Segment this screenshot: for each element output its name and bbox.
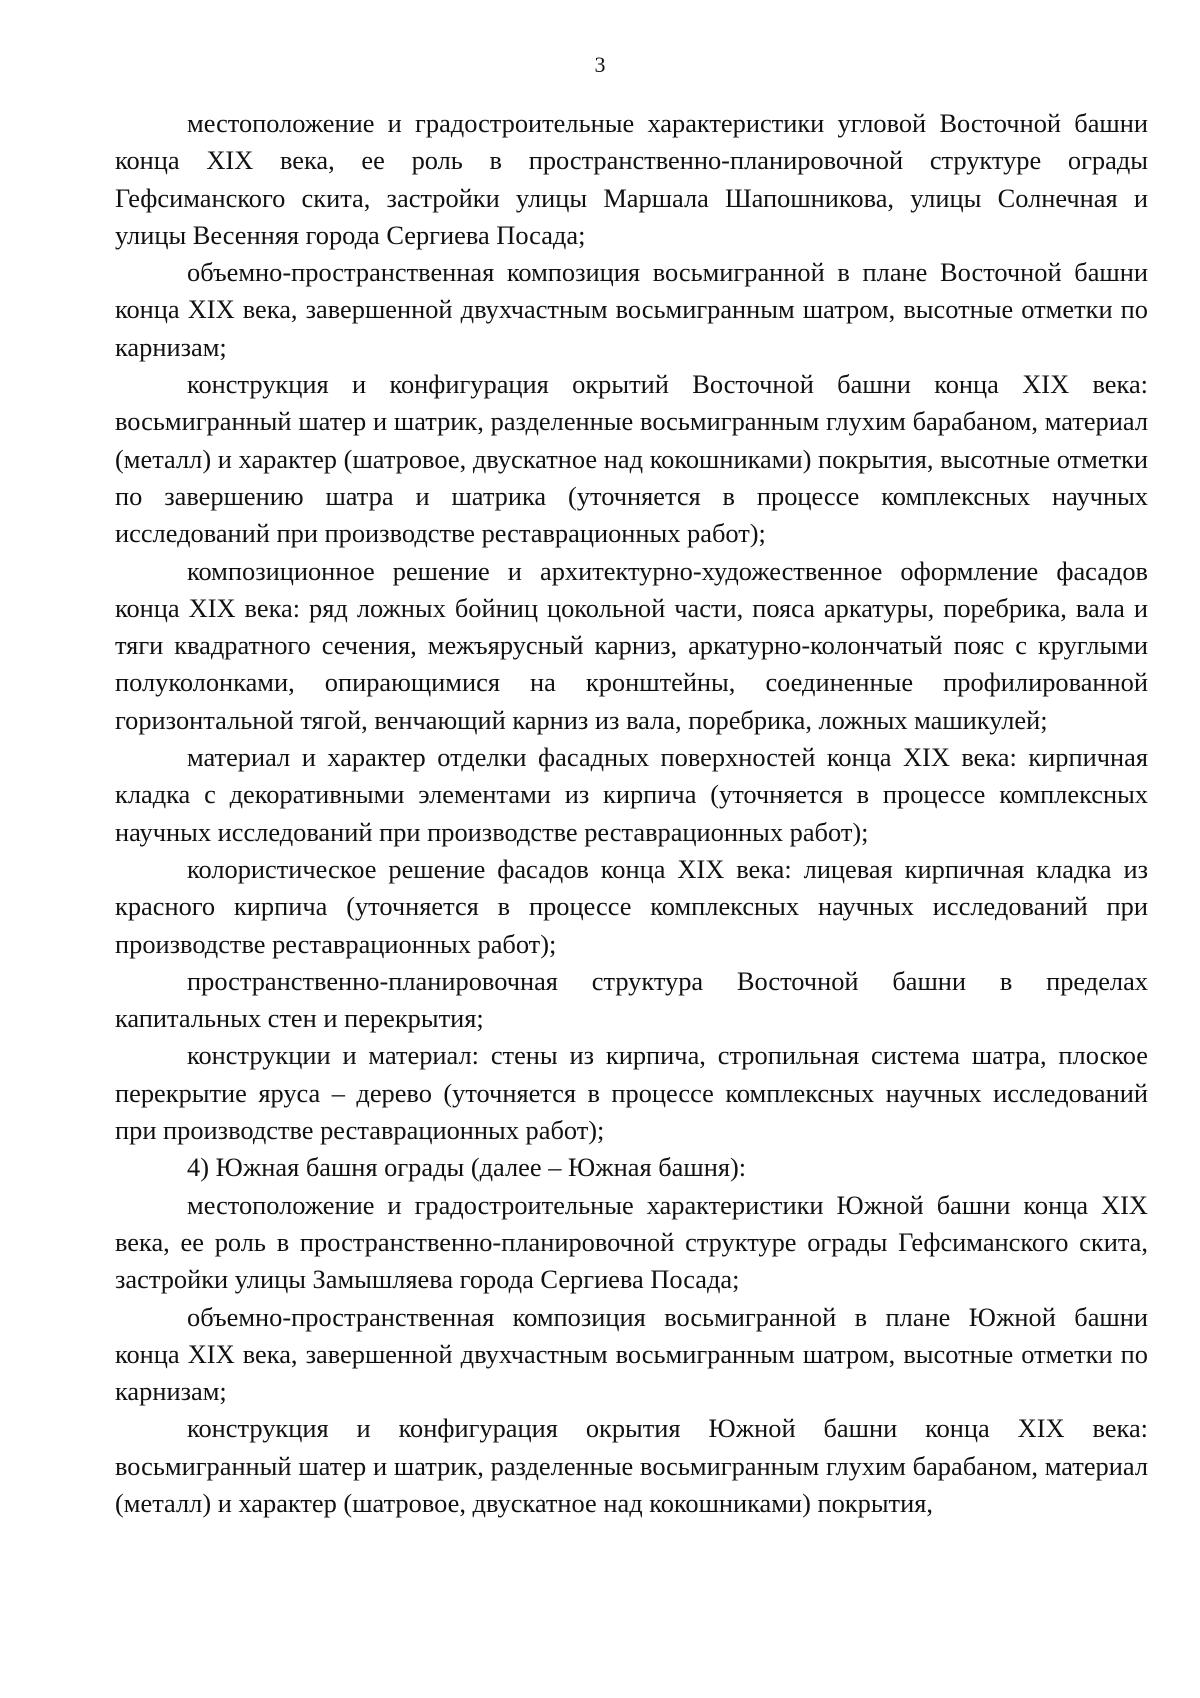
- paragraph-east-tower-finish-material: материал и характер отделки фасадных поверхностей конца XIX века: кирпичная кладка с декоративными элементами из кирпича (уточняется в процессе комплексных научных исследований при производстве реставрационных работ);: [115, 742, 1148, 847]
- paragraph-south-tower-composition: объемно-пространственная композиция восьмигранной в плане Южной башни конца XIX века, завершенной двухчастным восьмигранным шатром, высотные отметки по карнизам;: [115, 1301, 1148, 1407]
- paragraph-east-tower-planning: пространственно-планировочная структура Восточной башни в пределах капитальных стен и перекрытия;: [115, 965, 1148, 1034]
- paragraph-east-tower-coloristics: колористическое решение фасадов конца XIX века: лицевая кирпичная кладка из красного кирпича (уточняется в процессе комплексных научных исследований при производстве реставрационных работ);: [115, 853, 1148, 959]
- paragraph-east-tower-location: местоположение и градостроительные характеристики угловой Восточной башни конца XIX века, ее роль в пространственно-планировочной структуре ограды Гефсиманского скита, застройки улицы Маршала Шапошникова, улицы Солнечная и улицы Весенняя города Сергиева Посада;: [115, 108, 1148, 250]
- section-heading-south-tower: 4) Южная башня ограды (далее – Южная башня):: [187, 1152, 747, 1183]
- page-number: 3: [594, 52, 606, 77]
- paragraph-east-tower-facades: композиционное решение и архитектурно-художественное оформление фасадов конца XIX века: ряд ложных бойниц цокольной части, пояса аркатуры, поребрика, вала и тяги квадратного сечения, межъярусный карниз, аркатурно-колончатый пояс с круглыми полуколонками, опирающимися на кронштейны, соединенные профилированной горизонтальной тягой, венчающий карниз из вала, поребрика, ложных машикулей;: [115, 555, 1148, 735]
- paragraph-east-tower-structures: конструкции и материал: стены из кирпича, стропильная система шатра, плоское перекрытие яруса – дерево (уточняется в процессе комплексных научных исследований при производстве реставрационных работ);: [115, 1040, 1148, 1146]
- document-body: [115, 105, 1148, 1522]
- paragraph-east-tower-roofing: конструкция и конфигурация окрытий Восточной башни конца XIX века: восьмигранный шатер и шатрик, разделенные восьмигранным глухим барабаном, материал (металл) и характер (шатровое, двускатное над кокошниками) покрытия, высотные отметки по завершению шатра и шатрика (уточняется в процессе комплексных научных исследований при производстве реставрационных работ);: [115, 369, 1148, 549]
- paragraph-east-tower-composition: объемно-пространственная композиция восьмигранной в плане Восточной башни конца XIX века, завершенной двухчастным восьмигранным шатром, высотные отметки по карнизам;: [115, 257, 1148, 362]
- paragraph-south-tower-location: местоположение и градостроительные характеристики Южной башни конца XIX века, ее роль в пространственно-планировочной структуре ограды Гефсиманского скита, застройки улицы Замышляева города Сергиева Посада;: [115, 1189, 1148, 1295]
- paragraph-south-tower-roofing: конструкция и конфигурация окрытия Южной башни конца XIX века: восьмигранный шатер и шатрик, разделенные восьмигранным глухим барабаном, материал (металл) и характер (шатровое, двускатное над кокошниками) покрытия,: [115, 1413, 1148, 1518]
